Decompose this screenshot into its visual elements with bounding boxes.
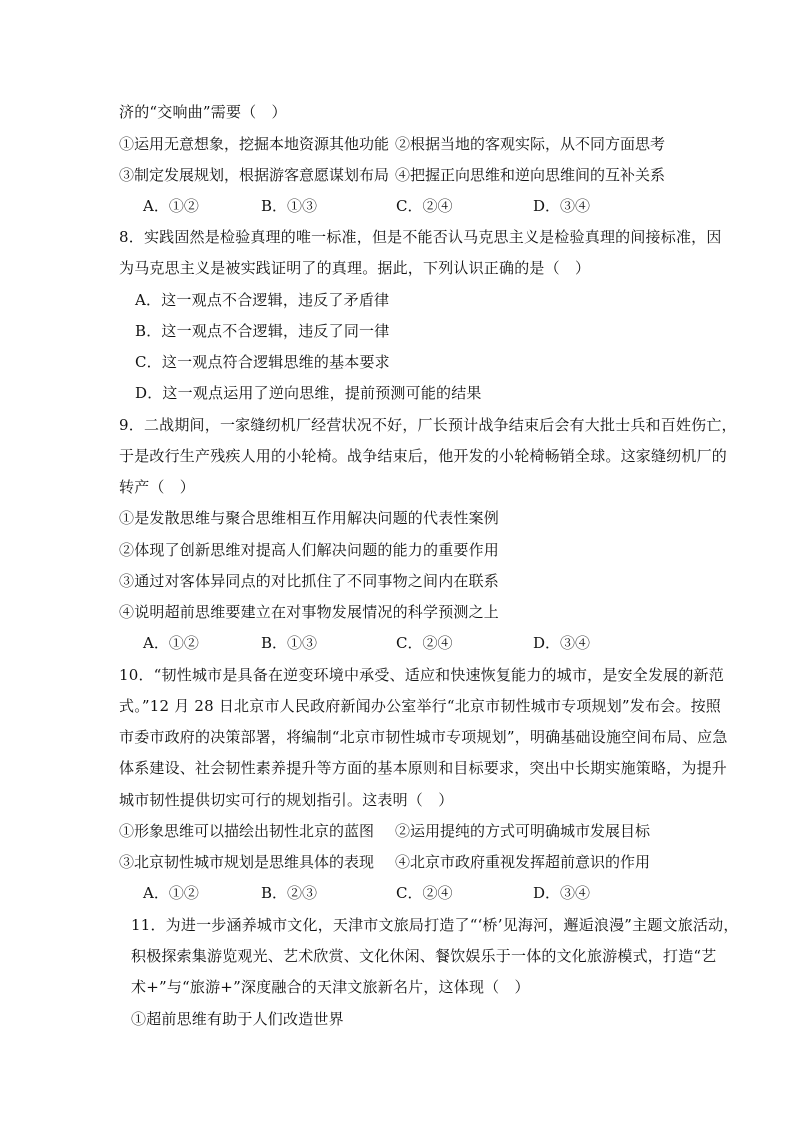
q9-option-3: ③通过对客体异同点的对比抓住了不同事物之间内在联系 (119, 572, 500, 590)
q8-choice-b: B．这一观点不合逻辑，违反了同一律 (135, 322, 390, 340)
q8-stem-line-1: 8．实践固然是检验真理的唯一标准，但是不能否认马克思主义是检验真理的间接标准，因 (119, 228, 722, 246)
q7-choice-b: B．①③ (261, 197, 318, 215)
q8-choice-a: A．这一观点不合逻辑，违反了矛盾律 (135, 291, 390, 309)
q10-option-4: ④北京市政府重视发挥超前意识的作用 (395, 853, 651, 871)
q9-stem-line-2: 于是改行生产残疾人用的小轮椅。战争结束后，他开发的小轮椅畅销全球。这家缝纫机厂的 (119, 447, 728, 465)
q9-choice-d: D．③④ (533, 634, 591, 652)
q10-option-3: ③北京韧性城市规划是思维具体的表现 (119, 853, 375, 871)
q9-choice-c: C．②④ (396, 634, 453, 652)
q7-options-row-1 (119, 134, 666, 154)
q10-choice-d: D．③④ (533, 884, 591, 902)
q7-choice-a: A．①② (143, 197, 199, 215)
q9-option-1: ①是发散思维与聚合思维相互作用解决问题的代表性案例 (119, 509, 500, 527)
q8-choice-d: D．这一观点运用了逆向思维，提前预测可能的结果 (135, 384, 482, 402)
q7-option-4: ④把握正向思维和逆向思维间的互补关系 (395, 166, 666, 184)
q9-choice-b: B．①③ (261, 634, 318, 652)
q10-stem-line-4: 体系建设、社会韧性素养提升等方面的基本原则和目标要求，突出中长期实施策略，为提升 (119, 759, 728, 777)
q10-choice-a: A．①② (143, 884, 199, 902)
q11-stem-line-2: 积极探索集游览观光、艺术欣赏、文化休闲、餐饮娱乐于一体的文化旅游模式，打造“艺 (131, 947, 717, 965)
q7-choice-d: D．③④ (533, 197, 591, 215)
q11-stem-line-3: 术+”与“旅游+”深度融合的天津文旅新名片，这体现（ ） (131, 978, 530, 996)
q9-stem-line-1: 9．二战期间，一家缝纫机厂经营状况不好，厂长预计战争结束后会有大批士兵和百姓伤亡， (119, 416, 737, 434)
q11-option-1: ①超前思维有助于人们改造世界 (131, 1010, 344, 1028)
q11-stem-line-1: 11．为进一步涵养城市文化，天津市文旅局打造了“‘桥’见海河，邂逅浪漫”主题文旅活动， (131, 916, 739, 934)
q10-options-row-1 (119, 821, 651, 841)
q7-options-row-2 (119, 165, 666, 185)
q7-option-1: ①运用无意想象，挖掘本地资源其他功能 (119, 135, 390, 153)
q10-stem-line-3: 市委市政府的决策部署，将编制“北京市韧性城市专项规划”，明确基础设施空间布局、应急 (119, 728, 728, 746)
q10-stem-line-2: 式。”12 月 28 日北京市人民政府新闻办公室举行“北京市韧性城市专项规划”发布会。按照 (119, 697, 721, 715)
q7-option-3: ③制定发展规划，根据游客意愿谋划布局 (119, 166, 390, 184)
q10-stem-line-5: 城市韧性提供切实可行的规划指引。这表明（ ） (119, 791, 454, 809)
q9-stem-line-3: 转产（ ） (119, 478, 196, 496)
q9-option-4: ④说明超前思维要建立在对事物发展情况的科学预测之上 (119, 603, 500, 621)
q7-choice-c: C．②④ (396, 197, 453, 215)
q10-stem-line-1: 10．“韧性城市是具备在逆变环境中承受、适应和快速恢复能力的城市，是安全发展的新范 (119, 666, 724, 684)
q8-choice-c: C．这一观点符合逻辑思维的基本要求 (135, 353, 390, 371)
q10-choice-c: C．②④ (396, 884, 453, 902)
q10-choice-b: B．②③ (261, 884, 318, 902)
q7-continuation: 济的“交响曲”需要（ ） (119, 103, 287, 121)
q10-option-2: ②运用提纯的方式可明确城市发展目标 (395, 822, 651, 840)
q10-option-1: ①形象思维可以描绘出韧性北京的蓝图 (119, 822, 375, 840)
q9-choice-a: A．①② (143, 634, 199, 652)
q7-option-2: ②根据当地的客观实际，从不同方面思考 (395, 135, 666, 153)
q10-options-row-2 (119, 852, 651, 872)
q8-stem-line-2: 为马克思主义是被实践证明了的真理。据此，下列认识正确的是（ ） (119, 259, 591, 277)
q9-option-2: ②体现了创新思维对提高人们解决问题的能力的重要作用 (119, 541, 500, 559)
